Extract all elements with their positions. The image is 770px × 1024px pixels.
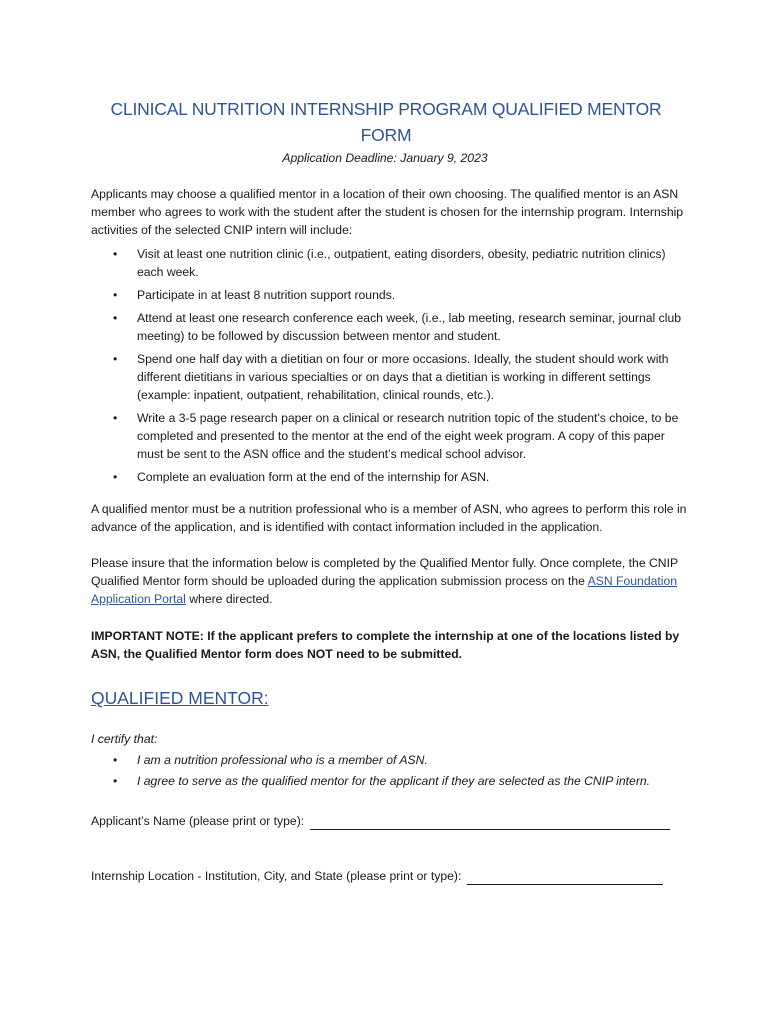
form-title: [100, 96, 672, 148]
intro-paragraph: Applicants may choose a qualified mentor in a location of their own choosing. The qualified mentor is an ASN member who agrees to work with the student after the student is chosen for the internship program. Internship activities of the selected CNIP intern will include:: [91, 187, 684, 237]
list-item: • Complete an evaluation form at the end of the internship for ASN.: [91, 469, 691, 487]
list-item: • Spend one half day with a dietitian on four or more occasions. Ideally, the student should work with different dietitians in various specialties or on days that a dietitian is working in different settings (example: inpatient, outpatient, rehabilitation, clinical rounds, etc.).: [91, 351, 691, 404]
activities-list: [91, 246, 691, 493]
list-item: • Participate in at least 8 nutrition support rounds.: [91, 287, 691, 305]
list-item: • Attend at least one research conference each week, (i.e., lab meeting, research seminar, journal club meeting) to be followed by discussion between mentor and student.: [91, 310, 691, 346]
list-item: • Write a 3-5 page research paper on a clinical or research nutrition topic of the student's choice, to be completed and presented to the mentor at the end of the eight week program. A copy of this paper must be sent to the ASN office and the student’s medical school advisor.: [91, 410, 691, 463]
list-item: • Visit at least one nutrition clinic (i.e., outpatient, eating disorders, obesity, pediatric nutrition clinics) each week.: [91, 246, 691, 282]
applicant-name-label: Applicant’s Name (please print or type):: [91, 814, 305, 828]
instructions-text: Please insure that the information below is completed by the Qualified Mentor fully. Once complete, the CNIP Qualified Mentor form should be uploaded during the application submission process on the: [91, 556, 678, 588]
important-note: IMPORTANT NOTE: If the applicant prefers to complete the internship at one of the locations listed by ASN, the Qualified Mentor form does NOT need to be submitted.: [91, 629, 680, 661]
internship-location-label: Internship Location - Institution, City, and State (please print or type):: [91, 869, 462, 883]
instructions-text-end: where directed.: [185, 591, 273, 606]
mentor-requirement-paragraph: A qualified mentor must be a nutrition professional who is a member of ASN, who agrees to perform this role in advance of the application, and is identified with contact information included in the application.: [91, 502, 687, 534]
internship-location-field: [91, 868, 663, 885]
applicant-name-input[interactable]: [310, 815, 670, 830]
internship-location-input[interactable]: [467, 870, 663, 885]
application-deadline: Application Deadline: January 9, 2023: [282, 151, 488, 165]
applicant-name-field: [91, 813, 670, 830]
certifications-list: [91, 752, 711, 795]
instructions-paragraph: [91, 555, 691, 608]
asn-portal-link[interactable]: ASN Foundation Application Portal: [91, 573, 678, 606]
qualified-mentor-heading: QUALIFIED MENTOR:: [91, 688, 269, 708]
list-item: • I agree to serve as the qualified mentor for the applicant if they are selected as the CNIP intern.: [91, 773, 711, 791]
title-line-1: CLINICAL NUTRITION INTERNSHIP PROGRAM QUALIFIED MENTOR: [110, 99, 662, 119]
title-line-2: FORM: [360, 125, 412, 145]
certify-intro: I certify that:: [91, 732, 158, 746]
list-item: • I am a nutrition professional who is a member of ASN.: [91, 752, 711, 770]
